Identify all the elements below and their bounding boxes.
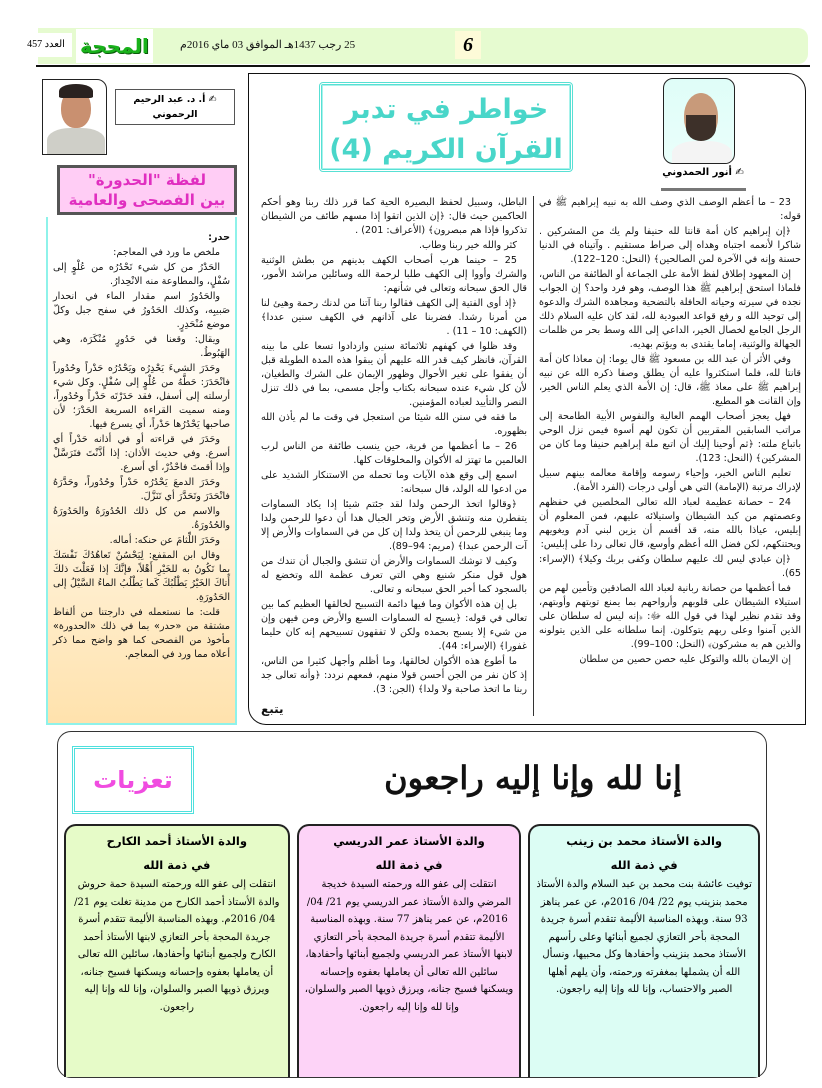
paragraph: تعليم الناس الخير، وإحياء رسومه وإقامة معالمه بينهم سبيل لإدراك مرتبة (الإمامة) التي هي أولى درجات (الفرد الأمة). — [539, 468, 801, 493]
page-number: 6 — [455, 31, 481, 59]
card-body: توفيت عائشة بنت محمد بن عبد السلام والدة الأستاذ محمد بنزينب يوم 22/ 04/ 2016م، عن عمر يناهز 93 سنة. وبهذه المناسبة الأليمة تتقدم أسرة جريدة المحجة بأحر التعازي لجميع أبنائها وعلى رأسهم الأستاذ محمد بنزينب وأحفادها وكل محبيها، ونسأل الله أن يشملها بمغفرته ورحمته، وأن يلهم أهلها الصبر والاحتساب، وإنا لله وإنا إليه راجعون. — [536, 879, 752, 995]
paragraph: كثر والله خير ربنا وطاب. — [418, 240, 517, 251]
paragraph: ملخص ما ورد في المعاجم: — [113, 247, 220, 258]
page-body — [0, 73, 822, 1088]
paragraph: وكيف لا توشك السماوات والأرض أن تنشق والجبال أن تندك من هول قول منكر شنيع وهي التي تعرف عظمة الله وتخضع له بالسجود كما أخبر الحق سبحانه و تعالى. — [261, 556, 527, 595]
sidebar-text — [53, 231, 230, 662]
paragraph: والحَدُورُ اسم مقدار الماء في انحدار صَبيبِه، وكذلك الحَدُورُ في سفح جبل وكلّ موضع مُنْحَدِرٍ. — [53, 291, 230, 330]
paragraph: وقال ابن المقفع: لِيَحْسُنْ تَعاهُدُكَ نَفْسَكَ بِما تَكُونُ به للخَيْرِ أَهْلاً، فإنَّكَ إذا فَعَلْتَ ذلكَ أَتاكَ الخَيْرُ يَطْلُبُكَ كَما يَطْلُبُ الماءُ السَّيْلُ إلى الحَدُورَةِ. — [53, 550, 230, 603]
article-title-line2: القرآن الكريم (4) — [329, 134, 563, 165]
paragraph: ﴿إن إبراهيم كان أمة قانتا لله حنيفا ولم يك من المشركين . شاكرا لأنعمه اجتباه وهداه إلى صراط مستقيم . وآتيناه في الدنيا حسنة وإنه في الآخرة لمن الصالحين﴾ (النحل: 120–122). — [539, 226, 801, 265]
sidebar-title-line1: لفظة "الحدورة" — [87, 171, 207, 189]
card-subtitle: في ذمة الله — [610, 858, 678, 872]
article-title — [319, 82, 573, 172]
paragraph: اسمع إلى وقع هذه الآيات وما تحمله من الاستنكار الشديد على من ادعوا لله الولد، قال سبحانه: — [261, 470, 527, 495]
author-photo — [663, 78, 735, 164]
condolences-frame — [57, 731, 767, 1078]
author-name: أنور الحمدوني — [662, 167, 732, 178]
sidebar-heading: حدر: — [208, 232, 230, 243]
sidebar-header — [40, 73, 240, 161]
masthead-bar — [38, 28, 808, 64]
paragraph: قلت: ما نستعمله في دارجتنا من ألفاظ مشتقة من «حدر» بما في ذلك «الحدورة» مأخوذ من الفصحى كما هو واضح مما ذكر أعلاه مما ورد في المعاجم. — [53, 607, 230, 660]
article-title-line1: خواطر في تدبر — [343, 94, 549, 125]
header-divider — [36, 65, 810, 67]
paragraph: فهل يعجز أصحاب الهمم العالية والنفوس الأبية الطامحة إلى مراتب السابقين المقربين أن تكون لهم أسوة فيمن نزل الوحي باتباع ملته: ﴿ثم أوحينا إليك أن اتبع ملة إبراهيم حنيفا وما كان من المشركين﴾ (النحل: 123). — [539, 411, 801, 464]
paragraph: 23 – ما أعظم الوصف الذي وصف الله به نبيه إبراهيم ﷺ في قوله: — [539, 197, 801, 222]
content-row — [40, 73, 806, 725]
author-underline — [661, 188, 746, 191]
paragraph: ويقال: وقعنا في حَدُورٍ مُنْكَرَة، وهي الهَبُوطُ. — [53, 334, 230, 359]
paragraph: وفي الأثر أن عبد الله بن مسعود ﷺ قال يوما: إن معاذا كان أمة قانتا لله، فلما استكثروا عليه أن يطلق وصفا ذكره الله عن نبيه إبراهيم ﷺ على معاذ ﷺ، قال: إن الأمة الذي يعلم الناس الخير، وإن القانت هو المطيع. — [539, 354, 801, 407]
card-title: والدة الأستاذ محمد بن زينب — [566, 834, 723, 848]
paragraph: فما أعظمها من حصانة ربانية لعباد الله الصادقين وتأمين لهم من استيلاء الشيطان على قلوبهم وأرواحهم بما يمنع توبتهم وأوبتهم، وقد تقدم نظير لهذا في قول الله ﷻ: ﴿إنه ليس له سلطان على الذين آمنوا وعلى ربهم يتوكلون. إنما سلطانه على الذين يتولونه والذين هم به مشركون﴾ (النحل: 100–99). — [539, 583, 801, 650]
paragraph: ﴿إذ أوى الفتية إلى الكهف فقالوا ربنا آتنا من لدنك رحمة وهيئ لنا من أمرنا رشدا. فضربنا على آذانهم في الكهف سنين عددا﴾ (الكهف: 10 – 11) . — [261, 298, 527, 337]
sidebar-author-name: أ. د. عبد الرحيم الرحموني — [133, 94, 206, 120]
card-subtitle: في ذمة الله — [375, 858, 443, 872]
article-frame — [248, 73, 806, 725]
sidebar-panel — [46, 217, 237, 725]
paragraph: ﴿وقالوا اتخذ الرحمن ولدا لقد جئتم شيئا إدا يكاد السماوات يتفطرن منه وتنشق الأرض وتخر الجبال هدا أن دعوا للرحمن ولدا وما ينبغي للرحمن أن يتخذ ولدا إن كل من في السماوات والأرض إلا آت الرحمن عبدا﴾ (مريم: 94–89). — [261, 499, 527, 552]
article-columns — [253, 196, 801, 716]
card-body: انتقلت إلى عفو الله ورحمته السيدة خديجة المرضي والدة الأستاذ عمر الدريسي يوم 21/ 04/ 2016م، عن عمر يناهز 77 سنة. وبهذه المناسبة الأليمة تتقدم أسرة جريدة المحجة بأحر التعازي لابنها الأستاذ عمر الدريسي ولجميع أبنائها وأحفادها، سائلين الله تعالى أن يعاملها بعفوه وإحسانه ويسكنها فسيح جنانه، ويرزق ذويها الصبر والسلوان، وإنا لله وإنا إليه راجعون. — [304, 879, 514, 1013]
sidebar-author — [115, 89, 235, 125]
condolence-card — [64, 824, 290, 1077]
condolences-title: تعزيات — [72, 746, 194, 814]
article-header — [253, 74, 801, 196]
newspaper-logo: المحجة — [76, 29, 153, 63]
paragraph: بل إن هذه الأكوان وما فيها دائمة التسبيح لخالقها العظيم كما بين تعالى في قوله: ﴿يسبح له السماوات السبع والأرض ومن فيهن وإن من شيء إلا يسبح بحمده ولكن لا تفقهون تسبيحهم إنه كان حليما غفورا﴾ (الإسراء: 44). — [261, 599, 527, 652]
paragraph: ما أطوع هذه الأكوان لخالقها، وما أظلم وأجهل كثيرا من الناس، إذ كان نفر من الجن أحسن قولا منهم، فمعهم نردد: ﴿وأنه تعالى جد ربنا ما اتخذ صاحبة ولا ولدا﴾ (الجن: 3). — [261, 656, 527, 695]
article-column-right — [533, 196, 801, 716]
paragraph: الحَدْرُ من كل شيء تَحْدُرُه من عُلْوٍ إلى سُفْلٍ، والمطاوعة منه الانْحِدارُ. — [53, 262, 230, 287]
condolence-card — [297, 824, 522, 1077]
paragraph: الباطل، وسبيل لحفظ البصيرة الحية كما قرر ذلك ربنا وهو أحكم الحاكمين حيث قال: ﴿إن الذين اتقوا إذا مسهم طائف من الشيطان تذكروا فإذا هم مبصرون﴾ (الأعراف: 201) . — [261, 197, 527, 236]
calligraphy-banner: إنا لله وإنا إليه راجعون — [384, 759, 682, 797]
sidebar-title — [57, 165, 237, 215]
card-title: والدة الأستاذ أحمد الكارح — [106, 834, 247, 848]
condolence-card — [528, 824, 760, 1077]
paragraph: إن الإيمان بالله والتوكل عليه حصن حصين من سلطان — [579, 654, 791, 665]
paragraph: ﴿إن عبادي ليس لك عليهم سلطان وكفى بربك وكيلا﴾ (الإسراء: 65). — [539, 554, 801, 579]
paragraph: 26 – ما أعظمها من فرية، حين ينسب طائفة من الناس لرب العالمين ما تهتز له الأكوان والمخلوقات كلها. — [261, 441, 527, 466]
article-author — [653, 167, 753, 178]
sidebar-author-photo — [42, 79, 107, 155]
paragraph: وقد ظلوا في كهفهم ثلاثمائة سنين وازدادوا تسعا على ما بينه القرآن، فانظر كيف قدر الله عليهم أن يبقوا هذه المدة الطويلة قبل أن يفقوا على تغير الأحوال وظهور الإيمان على الشرك والطغيان، لأن كل شيء عنده سبحانه بكتاب وأجل مسمى، بما في ذلك تنزل النصر والتأييد لعباده المؤمنين. — [261, 341, 527, 408]
continued-label: يتبع — [261, 702, 284, 716]
card-body: انتقلت إلى عفو الله ورحمته السيدة حمة حروش والدة الأستاذ أحمد الكارح من مدينة تغلت يوم 21/ 04/ 2016م. وبهذه المناسبة الأليمة تتقدم أسرة جريدة المحجة بأحر التعازي لابنها الأستاذ أحمد الكارح ولجميع أبنائها وأحفادها، سائلين الله تعالى أن يعاملها بعفوه وإحسانه ويسكنها فسيح جنانه، ويرزق ذويها الصبر والسلوان، وإنا لله وإنا إليه راجعون. — [74, 879, 280, 1013]
paragraph: ما فقه في سنن الله شيئا من استعجل في وقت ما لم يأذن الله بظهوره. — [261, 412, 527, 437]
issue-number: العدد 457 — [20, 33, 72, 57]
paragraph: وحَدَرَ الشيءَ يَحْدِرُه ويَحْدُرُه حَدْراً وحُدُوراً فانْحَدَرَ: حَطَّهُ من عُلْوٍ إلى سُفْلٍ. وكل شيء أرسلته إلى أسفل، فقد حَدَرْتَه حَدْراً وحُدُوراً، ومنه سميت القراءة السريعة الحَدْرَ؛ لأن صاحبها يَحْدُرُها حَدْراً، أي يسرع فيها. — [53, 363, 230, 430]
pen-icon: ✍ — [731, 167, 744, 178]
card-subtitle: في ذمة الله — [143, 858, 211, 872]
paragraph: 24 – حصانة عظيمة لعباد الله تعالى المخلصين في حفظهم وعصمتهم من كيد الشيطان واستيلائه عليهم، فمن المعلوم أن إبليس، عياذا بالله منه، قد أقسم أن يزين لبني آدم ويغويهم ويحتنكهم، لكن فضل الله أعظم وأوسع، قال تعالى ردا على إبليس: — [539, 497, 801, 550]
paragraph: وحَدَرَ اللِّثامَ عن حنكه: أماله. — [109, 535, 220, 546]
paragraph: وحَدَرَ في قراءته أو في أذانه حَدْراً أي أسرع. وفي حديث الأذان: إذا أذَّنْتَ فتَرَسَّلْ وإذا أقمتَ فاحْذُرْ، أي أسرع. — [53, 434, 230, 473]
issue-date: 25 رجب 1437هـ الموافق 03 ماي 2016م — [180, 39, 356, 51]
paragraph: والاسم من كل ذلك الحُدُورَةُ والحَدُورَةُ والحُدُورَةُ. — [53, 506, 230, 531]
paragraph: إن المعهود إطلاق لفظ الأمة على الجماعة أو الطائفة من الناس، فلماذا استحق إبراهيم ﷺ هذا الوصف، وهو فرد واحد؟ إن الجواب نجده في سيرته وحياته الحافلة بالتضحية ومجاهدة الشرك والدعوة إلى توحيد الله و رفع قواعد العبودية لله، لقد كان عليه السلام ذلك الرجل الجامع لخصال الخير، الداعي إلى الله وسط بحر من ظلمات الجهالة والوثنية، إماما يقتدى به ويؤتم بهديه. — [539, 269, 801, 350]
pen-icon: ✍ — [205, 94, 217, 105]
card-title: والدة الأستاذ عمر الدريسي — [333, 834, 485, 848]
paragraph: وحَدَرَ الدمعَ يَحْدُرُه حَدْراً وحُدُوراً، وحَدَّرَهُ فانْحَدَرَ وتَحَدَّرَ أي تَنَزَّلَ. — [53, 477, 230, 502]
condolence-cards — [58, 824, 766, 1077]
sidebar-title-line2: بين الفصحى والعامية — [68, 191, 226, 209]
sidebar — [40, 73, 240, 725]
article-column-middle — [261, 196, 533, 716]
paragraph: 25 – حينما هرب أصحاب الكهف بدينهم من بطش الوثنية والشرك وأووا إلى الكهف طلبا لرحمة الله وسائلين مراشد الأمور، قال الحق سبحانه وتعالى في شأنهم: — [261, 255, 527, 294]
